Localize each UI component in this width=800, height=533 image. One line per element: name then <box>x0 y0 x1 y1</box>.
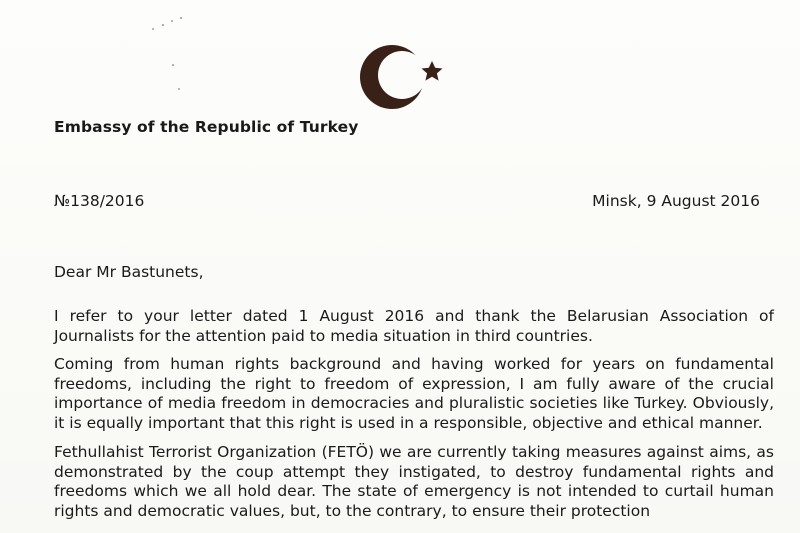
place-date: Minsk, 9 August 2016 <box>592 192 760 210</box>
salutation: Dear Mr Bastunets, <box>54 263 204 281</box>
embassy-name: Embassy of the Republic of Turkey <box>54 118 359 136</box>
crescent-star-icon <box>355 40 455 110</box>
paragraph-3: Fethullahist Terrorist Organization (FETÖ) we are currently taking measures against aims, as demonstrated by the coup attempt they instigated, to destroy fundamental rights and freedoms which we all hold dear. The state of emergency is not intended to curtail human rights and democratic values, but, to the contrary, to ensure their protection <box>54 443 774 520</box>
paragraph-1: I refer to your letter dated 1 August 2016 and thank the Belarusian Association of Journalists for the attention paid to media situation in third countries. <box>54 307 774 345</box>
paragraph-2: Coming from human rights background and having worked for years on fundamental freedoms, including the right to freedom of expression, I am fully aware of the crucial importance of media freedom in democracies and pluralistic societies like Turkey. Obviously, it is equally important that this right is used in a responsible, objective and ethical manner. <box>54 355 774 432</box>
reference-number: №138/2016 <box>54 192 145 210</box>
